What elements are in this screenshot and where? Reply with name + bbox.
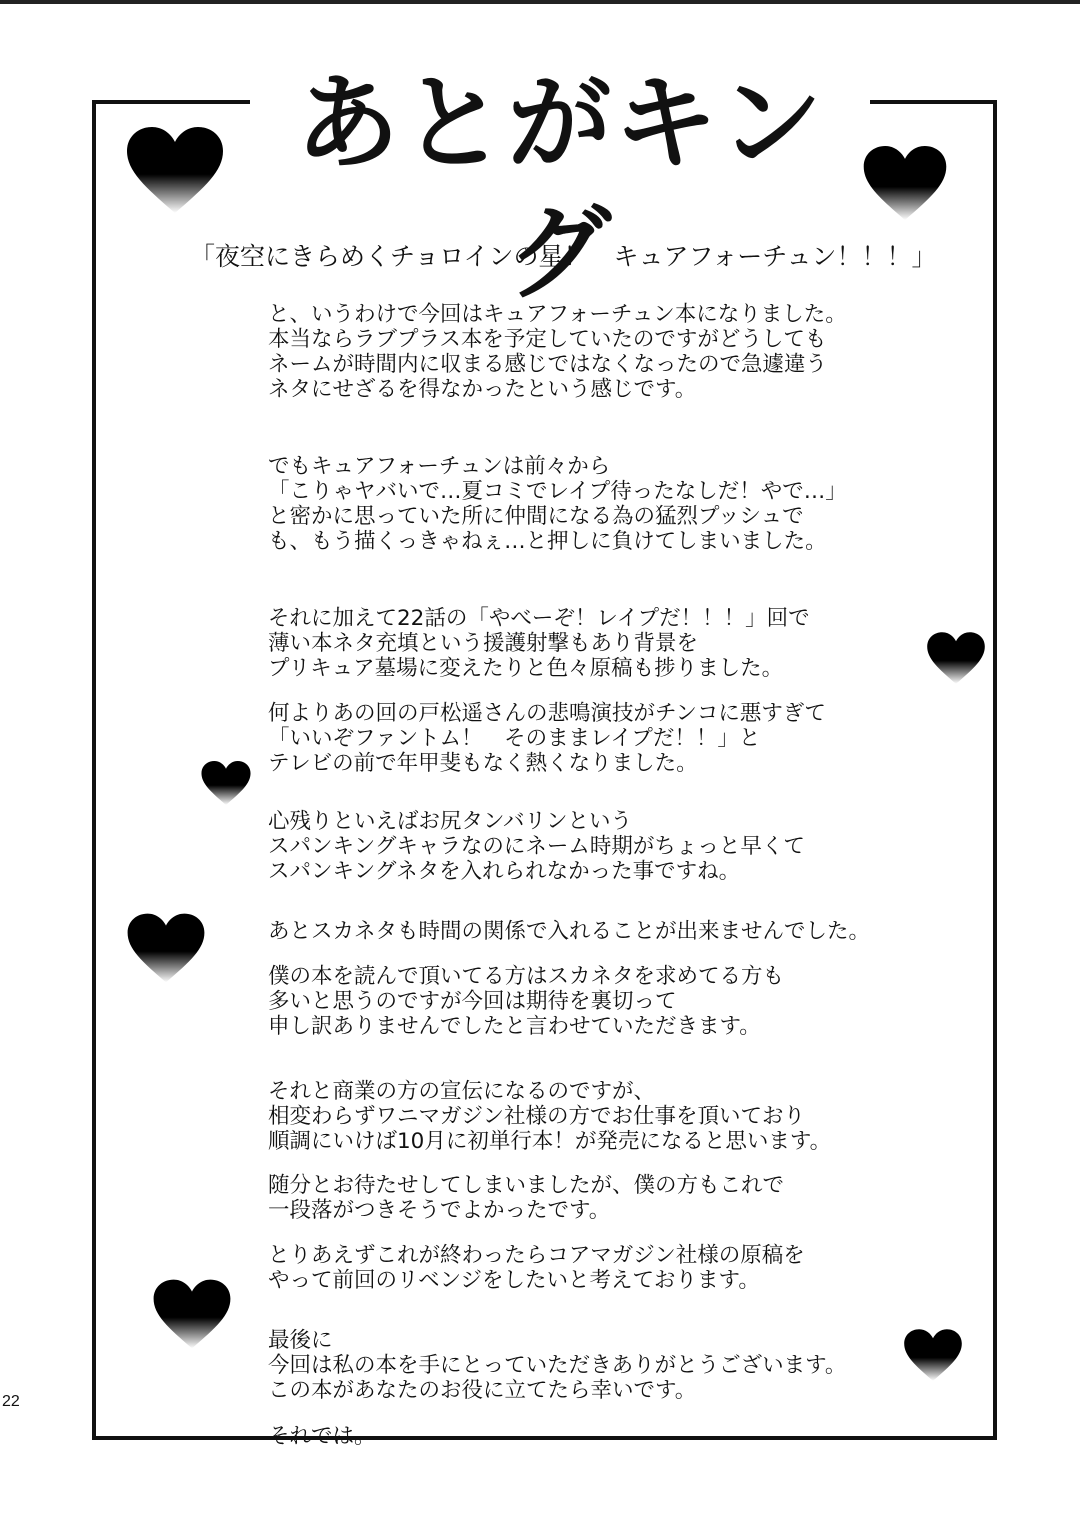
paragraph: それでは。 (268, 1424, 376, 1449)
heart-icon (152, 1278, 232, 1350)
paragraph: と、いうわけで今回はキュアフォーチュン本になりました。 本当ならラブプラス本を予定していたのですがどうしても ネームが時間内に収まる感じではなくなったので急遽違う ネタにせざるを得なかったという感じです。 (268, 302, 847, 402)
paragraph: 僕の本を読んで頂いてる方はスカネタを求めてる方も 多いと思うのですが今回は期待を裏切って 申し訳ありませんでしたと言わせていただきます。 (268, 964, 785, 1039)
paragraph: それと商業の方の宣伝になるのですが、 相変わらずワニマガジン社様の方でお仕事を頂いており 順調にいけば10月に初単行本！が発売になると思います。 (268, 1079, 832, 1154)
paragraph: 最後に 今回は私の本を手にとっていただきありがとうございます。 この本があなたのお役に立てたら幸いです。 (268, 1328, 847, 1403)
heart-icon (862, 144, 948, 222)
heart-icon (125, 125, 225, 215)
heart-icon (126, 912, 206, 984)
page-top-edge (0, 0, 1080, 4)
paragraph: でもキュアフォーチュンは前々から 「こりゃヤバいで…夏コミでレイプ待ったなしだ！やで…」 と密かに思っていた所に仲間になる為の猛烈プッシュで も、もう描くっきゃねぇ…と押しに負けてしまいました。 (268, 454, 847, 554)
heart-icon (903, 1328, 963, 1382)
paragraph: 何よりあの回の戸松遥さんの悲鳴演技がチンコに悪すぎて 「いいぞファントム！ そのままレイプだ！！」と テレビの前で年甲斐もなく熱くなりました。 (268, 701, 826, 776)
paragraph: それに加えて22話の「やべーぞ！レイプだ！！！」回で 薄い本ネタ充填という援護射撃もあり背景を プリキュア墓場に変えたりと色々原稿も捗りました。 (268, 606, 810, 681)
paragraph: 随分とお待たせしてしまいましたが、僕の方もこれで 一段落がつきそうでよかったです。 (268, 1173, 785, 1223)
afterword-body (268, 302, 888, 1449)
heart-icon (926, 630, 986, 686)
paragraph: あとスカネタも時間の関係で入れることが出来ませんでした。 (268, 919, 871, 944)
page-number: 22 (2, 1393, 20, 1410)
heart-icon (200, 760, 252, 806)
subtitle: 「夜空にきらめくチョロインの星！ キュアフォーチュン！！！」 (190, 242, 937, 271)
paragraph: 心残りといえばお尻タンバリンという スパンキングキャラなのにネーム時期がちょっと早くて スパンキングネタを入れられなかった事ですね。 (268, 809, 805, 884)
paragraph: とりあえずこれが終わったらコアマガジン社様の原稿を やって前回のリベンジをしたいと考えております。 (268, 1243, 805, 1293)
page-title: あとがキング (295, 61, 825, 314)
